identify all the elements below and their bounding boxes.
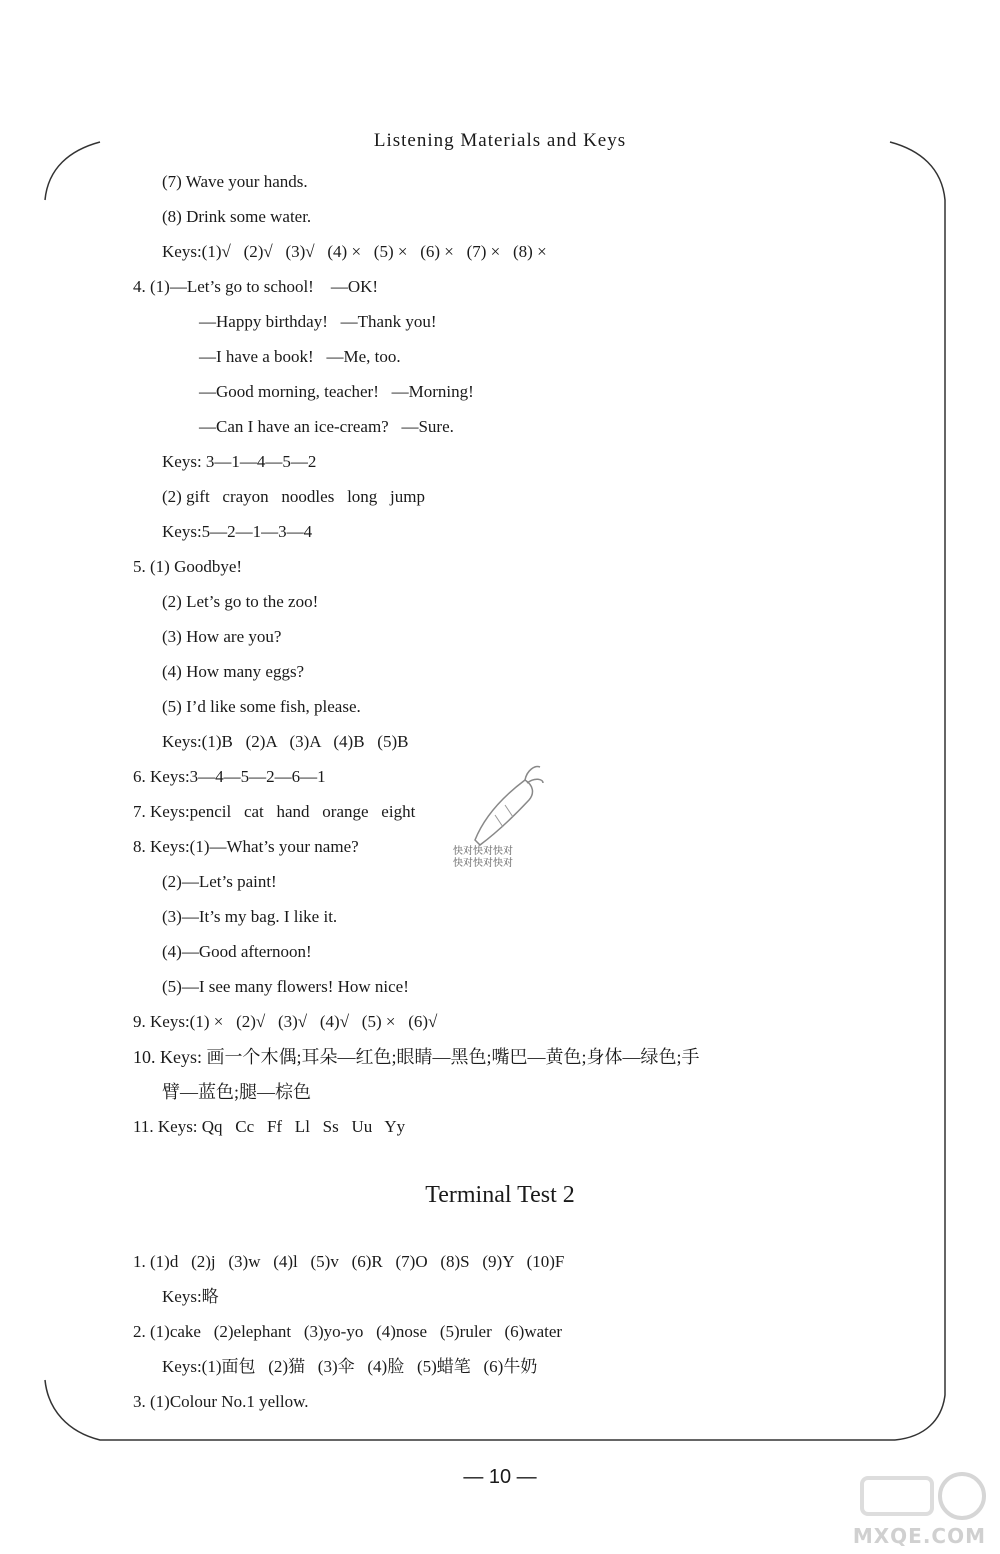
text-line: Keys:(1)√ (2)√ (3)√ (4) × (5) × (6) × (7) × (8) × (162, 242, 547, 261)
text-line: (8) Drink some water. (162, 207, 312, 226)
text-line: —I have a book! —Me, too. (199, 347, 401, 366)
text-line: 11. Keys: Qq Cc Ff Ll Ss Uu Yy (133, 1117, 406, 1136)
text-line: (4) How many eggs? (162, 662, 305, 681)
text-line: —Good morning, teacher! —Morning! (199, 382, 474, 401)
page-number: — 10 — (463, 1466, 537, 1488)
text-line: Keys:5—2—1—3—4 (162, 522, 313, 541)
text-line: (3) How are you? (162, 627, 282, 646)
watermark-text: MXQE.COM (852, 1524, 986, 1548)
text-line: 9. Keys:(1) × (2)√ (3)√ (4)√ (5) × (6)√ (133, 1012, 438, 1031)
text-line: 10. Keys: 画一个木偶;耳朵—红色;眼睛—黑色;嘴巴—黄色;身体—绿色;手 (133, 1047, 700, 1067)
page-header: Listening Materials and Keys (373, 130, 627, 151)
text-line: 7. Keys:pencil cat hand orange eight (133, 802, 416, 821)
text-line: Keys:(1)面包 (2)猫 (3)伞 (4)脸 (5)蜡笔 (6)牛奶 (162, 1357, 538, 1376)
text-line: (4)—Good afternoon! (162, 942, 312, 961)
text-line: (5)—I see many flowers! How nice! (162, 977, 409, 996)
text-line: 5. (1) Goodbye! (133, 557, 243, 576)
stamp-text: 快对快对快对 快对快对快对 (453, 846, 513, 869)
text-line: Keys:略 (162, 1287, 219, 1306)
text-line: (2)—Let’s paint! (162, 872, 277, 891)
text-line: 3. (1)Colour No.1 yellow. (133, 1392, 309, 1411)
text-line: Keys: 3—1—4—5—2 (162, 452, 317, 471)
text-line: (3)—It’s my bag. I like it. (162, 907, 338, 926)
text-line: (2) gift crayon noodles long jump (162, 487, 425, 506)
text-line: (5) I’d like some fish, please. (162, 697, 361, 716)
text-line: 1. (1)d (2)j (3)w (4)l (5)v (6)R (7)O (8)S (9)Y (10)F (133, 1252, 565, 1271)
section-title: Terminal Test 2 (425, 1182, 575, 1208)
text-line: (7) Wave your hands. (162, 172, 308, 191)
text-line: —Can I have an ice-cream? —Sure. (199, 417, 454, 436)
text-line: 8. Keys:(1)—What’s your name? (133, 837, 359, 856)
text-line: 臂—蓝色;腿—棕色 (162, 1082, 312, 1102)
text-line: 2. (1)cake (2)elephant (3)yo-yo (4)nose (5)ruler (6)water (133, 1322, 563, 1341)
text-line: —Happy birthday! —Thank you! (199, 312, 437, 331)
text-line: Keys:(1)B (2)A (3)A (4)B (5)B (162, 732, 409, 751)
text-line: 6. Keys:3—4—5—2—6—1 (133, 767, 326, 786)
text-line: (2) Let’s go to the zoo! (162, 592, 319, 611)
text-line: 4. (1)—Let’s go to school! —OK! (133, 277, 379, 296)
